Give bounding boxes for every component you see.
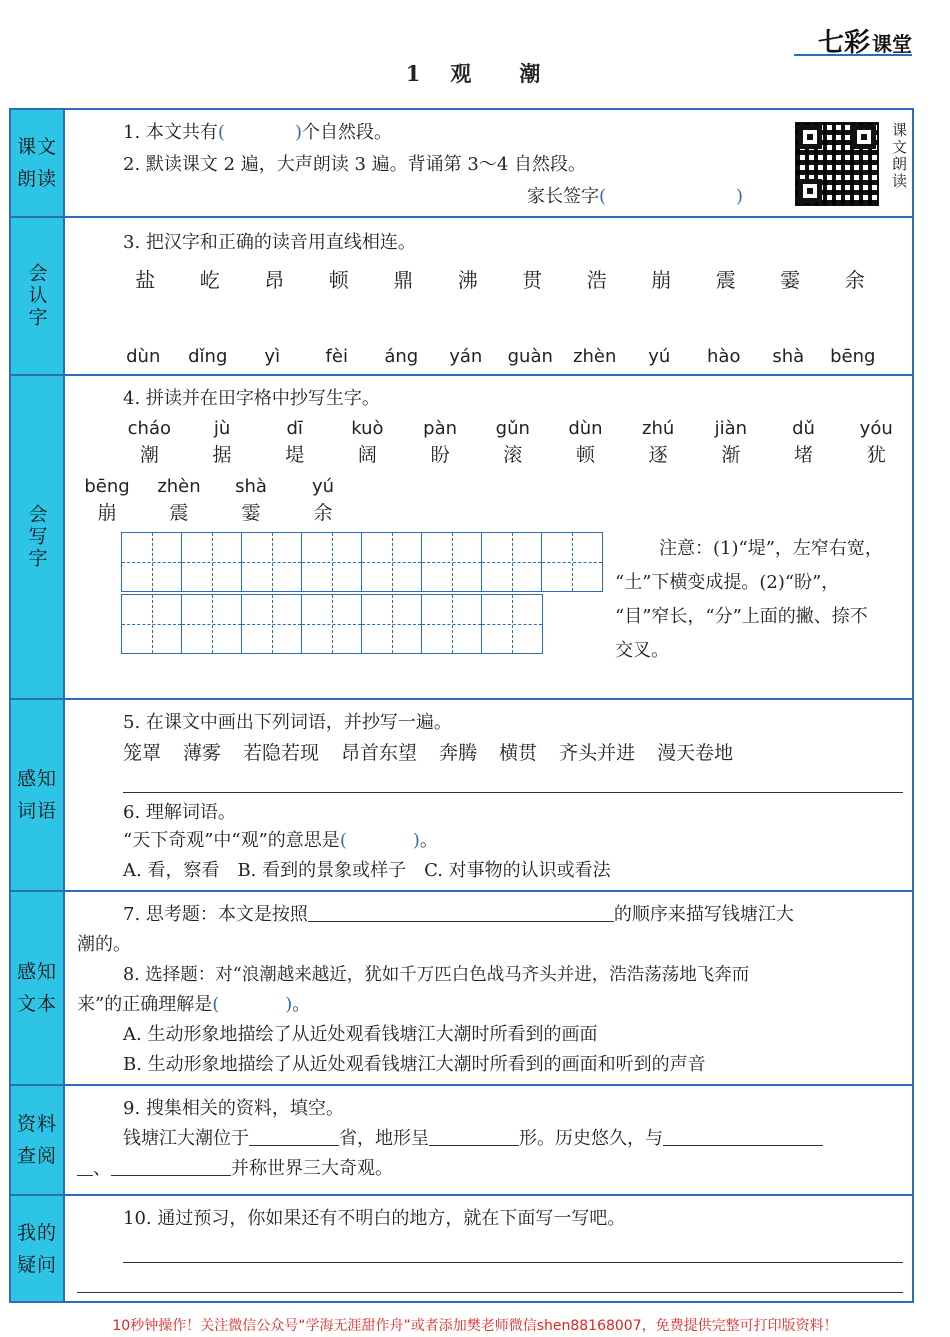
question-5: 5. 在课文中画出下列词语，并抄写一遍。 (123, 712, 452, 733)
brand-name: 七彩 (817, 28, 870, 58)
terrain-blank[interactable] (429, 1126, 519, 1146)
new-char-pinyin: zhú (642, 418, 675, 439)
note-line-2: “土”下横变成提。(2)“盼”， (615, 572, 840, 593)
new-char: 堵 (794, 444, 814, 466)
new-char-item (143, 474, 215, 526)
section-write (11, 376, 912, 700)
footer-note: 10秒钟操作！关注微信公众号“学海无涯甜作舟”或者添加樊老师微信shen88168007，免费提供完整可打印版资料！ (112, 1318, 838, 1334)
new-char: 犹 (866, 444, 886, 466)
question-9-line-1: 钱塘江大潮位于 省，地形呈 形。历史悠久，与 (123, 1126, 823, 1152)
option-a: A. 生动形象地描绘了从近处观看钱塘江大潮时所看到的画面 (123, 1024, 598, 1045)
new-char-item (404, 416, 477, 468)
new-char-pinyin: shà (235, 476, 267, 497)
worksheet (9, 108, 914, 1303)
recognize-pinyin-item: dǐng (188, 346, 228, 367)
section-label: 感知词语 (11, 700, 65, 890)
recognize-pinyin-item: shà (772, 346, 805, 367)
recognize-char: 屹 (199, 268, 220, 292)
lesson-title-part2: 潮 (519, 61, 545, 86)
signature-blank[interactable] (606, 184, 736, 204)
recognize-char: 贯 (522, 268, 543, 292)
new-char-pinyin: dǔ (792, 418, 815, 439)
section-label: 资料查阅 (11, 1086, 65, 1194)
recognize-char: 鼎 (393, 268, 414, 292)
wonder-blank-2[interactable] (111, 1156, 231, 1176)
new-char-pinyin: cháo (127, 418, 172, 439)
answer-blank[interactable] (347, 828, 413, 848)
new-char-pinyin: dùn (568, 418, 603, 439)
recognize-char: 顿 (328, 268, 349, 292)
question-7-cont: 潮的。 (77, 934, 131, 955)
lesson-number: 1 (405, 61, 425, 86)
brand-suffix: 课堂 (872, 32, 912, 56)
note-line-3: “目”窄长，“分”上面的撇、捺不 (615, 606, 868, 627)
section-questions (11, 1196, 912, 1301)
lesson-title-part1: 观 (450, 61, 476, 86)
question-7: 7. 思考题：本文是按照 的顺序来描写钱塘江大 (123, 904, 794, 925)
new-char-item (258, 416, 331, 468)
question-6-options: A. 看，察看 B. 看到的景象或样子 C. 对事物的认识或看法 (123, 860, 611, 881)
section-reading (11, 110, 912, 218)
question-3: 3. 把汉字和正确的读音用直线相连。 (123, 232, 416, 253)
vocab-word: 齐头并进 (559, 742, 636, 764)
new-char: 余 (313, 502, 333, 524)
recognize-char: 霎 (780, 268, 801, 292)
tianzige-row-1[interactable] (121, 532, 603, 592)
new-char: 逐 (648, 444, 668, 466)
wonder-blank-1[interactable] (663, 1126, 823, 1146)
new-char: 堤 (285, 444, 305, 466)
new-char-item (767, 416, 840, 468)
parent-signature: 家长签字( ) (527, 186, 744, 207)
write-row-2 (71, 474, 359, 526)
new-char-item (331, 416, 404, 468)
recognize-pinyin-item: hào (707, 346, 741, 367)
new-char-pinyin: yóu (859, 418, 893, 439)
writing-line-2[interactable] (77, 1292, 903, 1293)
new-char: 阔 (357, 444, 377, 466)
new-char-item (71, 474, 143, 526)
new-char: 震 (169, 502, 189, 524)
vocab-word: 若隐若现 (243, 742, 320, 764)
question-2: 2. 默读课文 2 遍，大声朗读 3 遍。背诵第 3～4 自然段。 (123, 154, 587, 175)
recognize-pinyin-item: yú (648, 346, 671, 367)
lesson-title (0, 58, 950, 88)
question-6: 6. 理解词语。 (123, 802, 236, 823)
question-9-line-2: 、 并称世界三大奇观。 (77, 1156, 393, 1182)
recognize-chars (113, 264, 887, 293)
recognize-pinyin-item: zhèn (573, 346, 617, 367)
recognize-pinyin-item: áng (384, 346, 419, 367)
new-char: 盼 (430, 444, 450, 466)
new-char-item (476, 416, 549, 468)
recognize-char: 崩 (651, 268, 672, 292)
recognize-char: 浩 (586, 268, 607, 292)
vocab-word: 漫天卷地 (657, 742, 734, 764)
answer-blank[interactable] (225, 120, 295, 140)
question-6-stem: “天下奇观”中“观”的意思是( )。 (123, 830, 438, 851)
new-char-pinyin: yú (311, 476, 335, 497)
section-label: 感知文本 (11, 892, 65, 1084)
note-line-1: 注意：(1)“堤”，左窄右宽， (659, 538, 883, 559)
option-b: B. 生动形象地描绘了从近处观看钱塘江大潮时所看到的画面和听到的声音 (123, 1054, 706, 1075)
recognize-char: 震 (715, 268, 736, 292)
new-char-item (215, 474, 287, 526)
new-char-item (840, 416, 913, 468)
new-char-pinyin: bēng (84, 476, 130, 497)
section-text (11, 892, 912, 1086)
wonder-blank-1-cont[interactable] (77, 1156, 93, 1176)
vocab-word: 笼罩 (123, 742, 162, 764)
new-char-pinyin: zhèn (157, 476, 201, 497)
copy-line[interactable] (123, 792, 903, 793)
section-words (11, 700, 912, 892)
question-8-cont: 来”的正确理解是( )。 (77, 994, 311, 1015)
new-char-pinyin: jiàn (714, 418, 748, 439)
vocab-word: 奔腾 (439, 742, 478, 764)
question-1: 1. 本文共有( )个自然段。 (123, 122, 392, 143)
note-line-4: 交叉。 (615, 640, 669, 661)
new-char: 渐 (721, 444, 741, 466)
writing-line-1[interactable] (123, 1262, 903, 1263)
answer-blank[interactable] (308, 902, 614, 922)
section-research (11, 1086, 912, 1196)
new-char: 据 (212, 444, 232, 466)
section-label: 我的疑问 (11, 1196, 65, 1301)
new-char-item (549, 416, 622, 468)
new-char-pinyin: dī (286, 418, 303, 439)
vocab-word: 昂首东望 (341, 742, 418, 764)
question-4: 4. 拼读并在田字格中抄写生字。 (123, 388, 380, 409)
new-char-item (113, 416, 186, 468)
recognize-char: 余 (844, 268, 865, 292)
section-label: 会写字 (11, 376, 65, 698)
recognize-char: 沸 (457, 268, 478, 292)
answer-blank[interactable] (219, 992, 285, 1012)
recognize-pinyin-item: dùn (126, 346, 161, 367)
recognize-pinyin-item: guàn (507, 346, 553, 367)
recognize-char: 昂 (264, 268, 285, 292)
province-blank[interactable] (249, 1126, 339, 1146)
section-recognize (11, 218, 912, 376)
recognize-pinyin (111, 346, 885, 367)
recognize-pinyin-item: bēng (830, 346, 876, 367)
section-label: 会认字 (11, 218, 65, 374)
question-8: 8. 选择题：对“浪潮越来越近，犹如千万匹白色战马齐头并进，浩浩荡荡地飞奔而 (123, 965, 750, 985)
section-label: 课文朗读 (11, 110, 65, 216)
new-char: 潮 (139, 444, 159, 466)
new-char-item (695, 416, 768, 468)
recognize-char: 盐 (135, 268, 156, 292)
qr-code-icon[interactable] (795, 122, 879, 206)
recognize-pinyin-item: yì (264, 346, 281, 367)
question-10: 10. 通过预习，你如果还有不明白的地方，就在下面写一写吧。 (123, 1208, 626, 1229)
recognize-pinyin-item: fèi (325, 346, 348, 367)
vocab-word: 薄雾 (183, 742, 222, 764)
vocab-word: 横贯 (499, 742, 538, 764)
tianzige-row-2[interactable] (121, 594, 543, 654)
qr-label: 课文朗读 (890, 122, 908, 190)
new-char: 霎 (241, 502, 261, 524)
new-char: 顿 (575, 444, 595, 466)
recognize-pinyin-item: yán (449, 346, 483, 367)
question-9: 9. 搜集相关的资料，填空。 (123, 1098, 344, 1119)
new-char: 滚 (503, 444, 523, 466)
new-char-item (622, 416, 695, 468)
word-list (123, 738, 755, 765)
write-row-1 (113, 416, 913, 468)
new-char-item (287, 474, 359, 526)
new-char-item (186, 416, 259, 468)
new-char-pinyin: kuò (351, 418, 384, 439)
new-char-pinyin: jù (213, 418, 231, 439)
new-char-pinyin: pàn (423, 418, 458, 439)
new-char-pinyin: gǔn (495, 418, 530, 439)
brand-underline (794, 54, 912, 56)
new-char: 崩 (97, 502, 117, 524)
